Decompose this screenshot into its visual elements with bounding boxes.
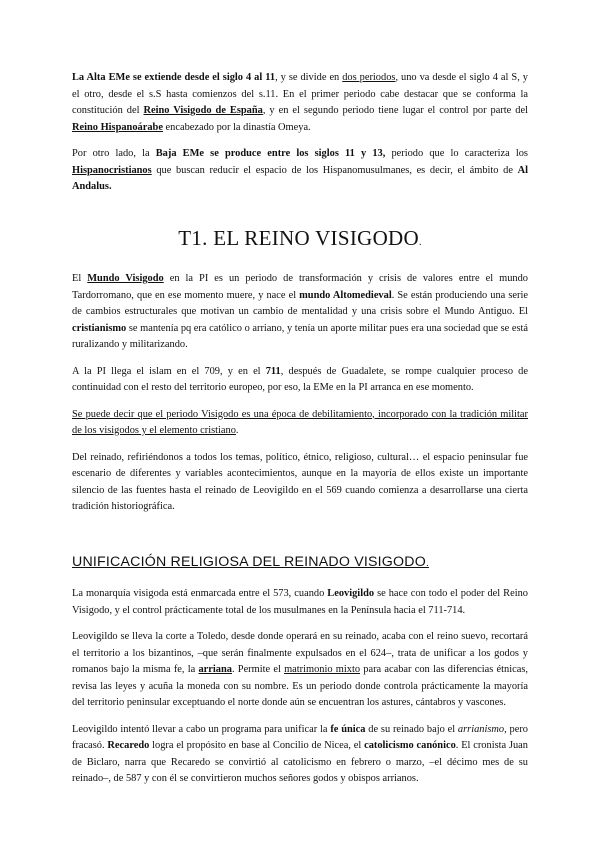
text-run: El	[72, 273, 88, 284]
bold-text: cristianismo	[72, 322, 127, 334]
text-run: para acabar con las diferencias étnicas, revisa las leyes y acuña la moneda con su nombre. Es un periodo donde controla prácticamente la mayoría del territorio peninsular exceptuando el norte donde aún se encuentran los astures, cántabros y vascones.	[72, 664, 529, 708]
text-run: , pero fracasó.	[72, 723, 528, 751]
section2-paragraph-2	[72, 629, 528, 712]
bold-text: 711	[265, 365, 281, 377]
text-run: logra el propósito en base al Concilio de Nicea, el	[149, 740, 365, 751]
text-run: se mantenía pq era católico o arriano, y tenía un aporte militar pues era una sociedad que se está ruralizando y militarizando.	[72, 322, 528, 350]
text-run: de su reinado bajo el	[365, 723, 458, 735]
bold-text: fe única	[330, 723, 366, 735]
bold-text: Leovigildo	[327, 588, 375, 599]
underlined-text: dos periodos	[342, 72, 396, 83]
text-run: . Se están produciendo una serie de cambios estructurales que motivan un cambio de mentalidad y una crisis sobre el Mundo Antiguo. El	[72, 289, 528, 317]
text-run: , uno va desde el siglo 4 al S, y el otro, desde el s.S hasta comienzos del s.11. En el primer periodo cabe destacar que se conforma la constitución del	[72, 72, 528, 116]
bold-underlined-text: Reino Visigodo de España	[143, 105, 263, 116]
text-run: , después de Guadalete, se rompe cualquier proceso de continuidad con el resto del territorio europeo, por eso, la EMe en la PI arranca en ese momento.	[72, 365, 528, 393]
bold-text: Recaredo	[107, 740, 150, 751]
bold-underlined-text: Reino Hispanoárabe	[72, 121, 163, 133]
bold-text: Al Andalus.	[72, 164, 528, 192]
title-dot: .	[425, 557, 429, 569]
text-run: se hace con todo el poder del Reino Visigodo, y el control prácticamente total de los musulmanes en la Península hacia el 711-714.	[72, 588, 528, 616]
text-run: periodo que lo caracteriza los	[385, 148, 528, 159]
bold-text: Baja EMe se produce entre los siglos 11 y 13,	[155, 148, 386, 159]
section1-paragraph-1	[72, 271, 528, 354]
underlined-text: Se puede decir que el periodo Visigodo es una época de debilitamiento, incorporado con la tradición militar de los visigodos y el elemento cristiano	[72, 408, 528, 436]
intro-paragraph-2	[72, 146, 528, 196]
bold-text: La Alta EMe se extiende desde el siglo 4 al 11	[72, 72, 276, 83]
text-run: en la PI es un periodo de transformación y crisis de valores entre el mundo Tardorromano, que en ese momento muere, y nace el	[72, 273, 528, 301]
text-run: Por otro lado, la	[72, 148, 156, 159]
text-run: encabezado por la dinastía Omeya.	[162, 121, 311, 133]
bold-underlined-text: Hispanocristianos	[72, 164, 152, 176]
text-run: La monarquía visigoda está enmarcada entre el 573, cuando	[72, 588, 328, 599]
title-text: T1. EL REINO VISIGODO	[178, 225, 419, 250]
bold-text: catolicismo canónico	[364, 740, 456, 751]
section-title-reino-visigodo	[72, 225, 528, 252]
underlined-text: matrimonio mixto	[284, 664, 361, 675]
text-run: .	[235, 425, 239, 436]
section2-paragraph-1	[72, 586, 528, 619]
text-run: . Permite el	[231, 664, 285, 675]
bold-underlined-text: arriana	[198, 664, 232, 675]
text-run: . El cronista Juan de Biclaro, narra que Recaredo se convirtió al catolicismo en febrero o marzo, –el décimo mes de su reinado–, de 587 y con él se convirtieron muchos señores godos y obispos arrianos.	[72, 740, 528, 784]
title-text: UNIFICACIÓN RELIGIOSA DEL REINADO VISIGODO	[72, 553, 426, 570]
bold-underlined-text: Mundo Visigodo	[87, 273, 164, 284]
text-run: Leovigildo se lleva la corte a Toledo, desde donde operará en su reinado, acaba con el reino suevo, recortará el territorio a los bizantinos, –que serán finalmente expulsados en el 624–, trata de unificar a los godos y romanos bajo la misma fe, la	[72, 631, 528, 675]
section1-paragraph-4: Del reinado, refiriéndonos a todos los temas, político, étnico, religioso, cultural… el espacio peninsular fue escenario de diferentes y variables acontecimientos, aunque en la mayoría de ellos existe un importante silencio de las fuentes hasta el reinado de Leovigildo en el 569 cuando comienza a desarrollarse una cierta tradición historiográfica.	[72, 451, 528, 512]
title-dot: .	[418, 236, 422, 248]
text-run: Leovigildo intentó llevar a cabo un programa para unificar la	[72, 723, 331, 735]
bold-text: mundo Altomedieval	[299, 289, 392, 301]
intro-paragraph-1	[72, 70, 528, 136]
italic-text: arrianismo	[457, 723, 505, 735]
section2-paragraph-3	[72, 722, 528, 788]
section-title-unificacion-religiosa	[72, 554, 528, 573]
section1-paragraph-2	[72, 364, 528, 397]
text-run: que buscan reducir el espacio de los Hispanomusulmanes, es decir, el ámbito de	[151, 164, 518, 176]
text-run: , y se divide en	[275, 72, 343, 83]
text-run: , y en el segundo periodo tiene lugar el control por parte del	[262, 105, 528, 116]
text-run: A la PI llega el islam en el 709, y en el	[72, 365, 266, 377]
section1-paragraph-3	[72, 407, 528, 440]
